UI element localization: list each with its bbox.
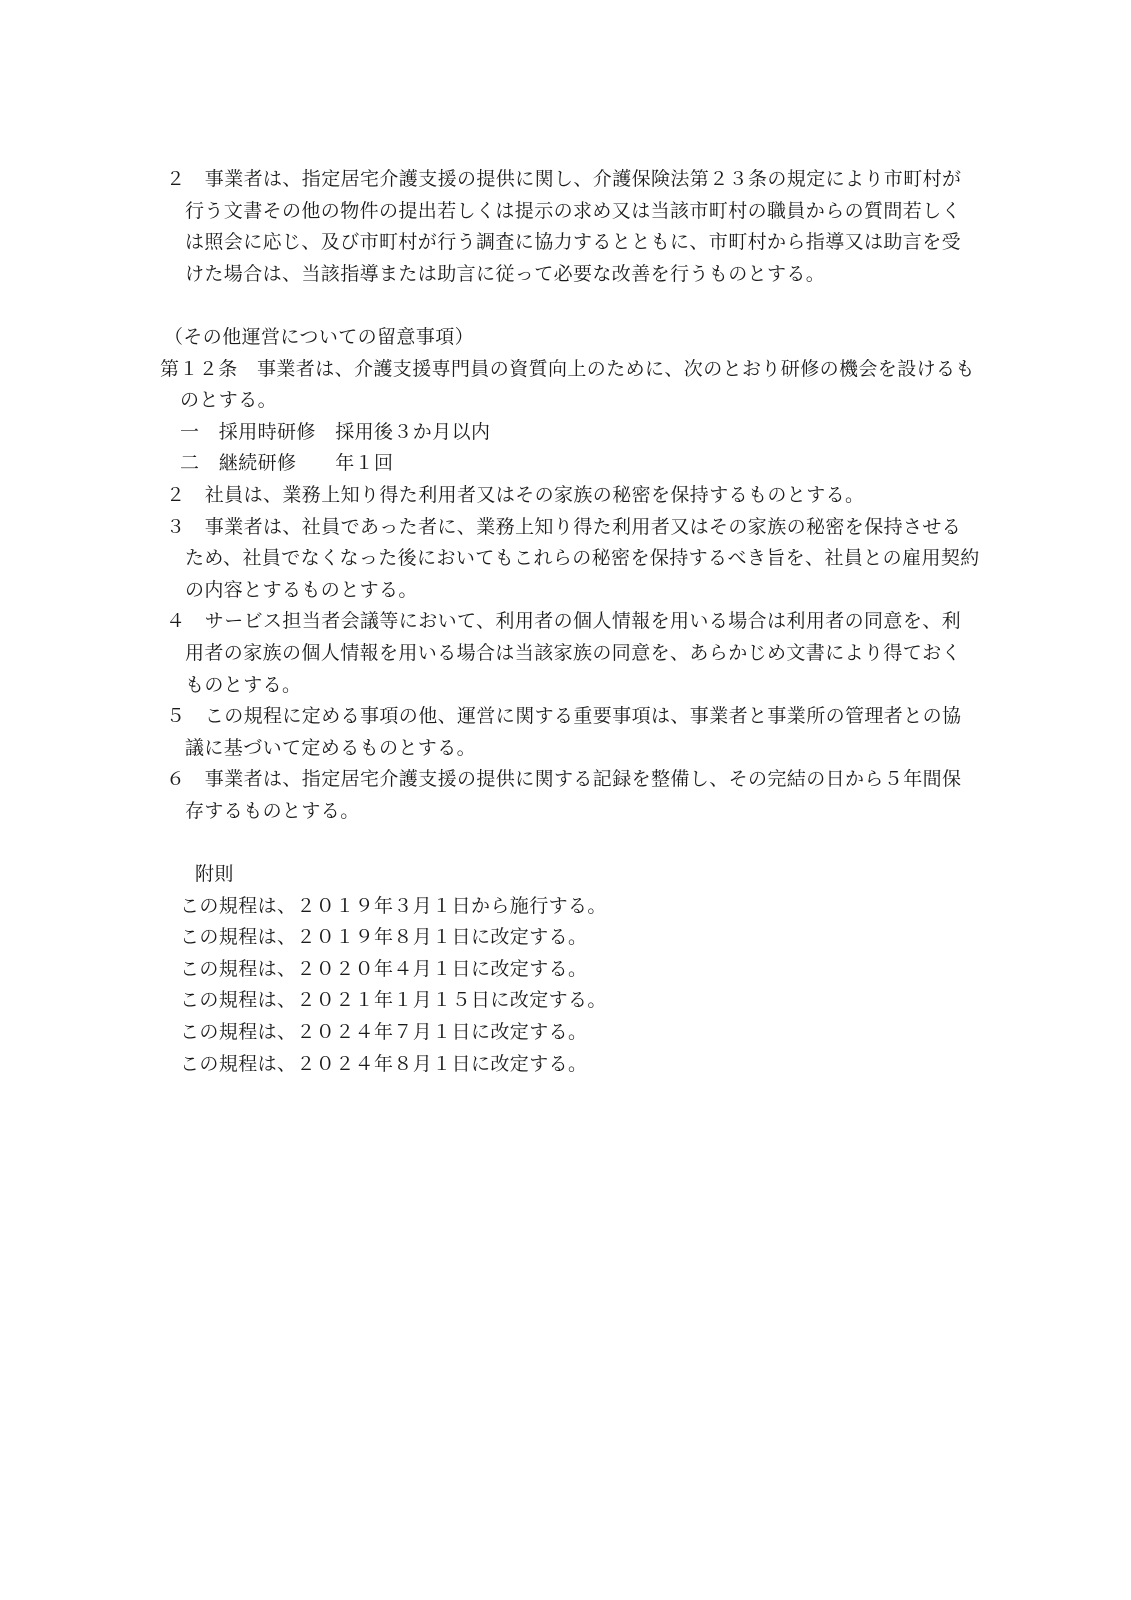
clause-6: ６ 事業者は、指定居宅介護支援の提供に関する記録を整備し、その完結の日から５年間保存するものとする。 bbox=[166, 768, 962, 822]
paragraph-2: ２ 事業者は、指定居宅介護支援の提供に関し、介護保険法第２３条の規定により市町村が行う文書その他の物件の提出若しくは提示の求め又は当該市町村の職員からの質問若しくは照会に応じ、及び市町村が行う調査に協力するとともに、市町村から指導又は助言を受けた場合は、当該指導または助言に従って必要な改善を行うものとする。 bbox=[166, 168, 962, 285]
section-heading: （その他運営についての留意事項） bbox=[164, 325, 475, 348]
revision-line: この規程は、２０１９年３月１日から施行する。 bbox=[180, 894, 607, 917]
training-item-1: 一 採用時研修 採用後３か月以内 bbox=[180, 420, 491, 443]
spacer bbox=[160, 290, 980, 322]
clause-3: ３ 事業者は、社員であった者に、業務上知り得た利用者又はその家族の秘密を保持させるため、社員でなくなった後においてもこれらの秘密を保持するべき旨を、社員との雇用契約の内容とするものとする。 bbox=[166, 515, 980, 601]
revision-line: この規程は、２０２４年８月１日に改定する。 bbox=[180, 1052, 588, 1075]
document-body bbox=[160, 164, 980, 1080]
supplementary-heading: 附則 bbox=[195, 863, 234, 886]
clause-2: ２ 社員は、業務上知り得た利用者又はその家族の秘密を保持するものとする。 bbox=[166, 483, 865, 506]
revision-line: この規程は、２０２０年４月１日に改定する。 bbox=[180, 957, 588, 980]
clause-4: ４ サービス担当者会議等において、利用者の個人情報を用いる場合は利用者の同意を、利用者の家族の個人情報を用いる場合は当該家族の同意を、あらかじめ文書により得ておくものとする。 bbox=[166, 610, 962, 696]
article-12: 第１２条 事業者は、介護支援専門員の資質向上のために、次のとおり研修の機会を設けるものとする。 bbox=[160, 357, 975, 412]
training-item-2: 二 継続研修 年１回 bbox=[180, 452, 394, 475]
revision-line: この規程は、２０２１年１月１５日に改定する。 bbox=[180, 989, 607, 1012]
clause-5: ５ この規程に定める事項の他、運営に関する重要事項は、事業者と事業所の管理者との協議に基づいて定めるものとする。 bbox=[166, 705, 962, 759]
revision-line: この規程は、２０２４年７月１日に改定する。 bbox=[180, 1021, 588, 1044]
spacer bbox=[160, 827, 980, 859]
revision-line: この規程は、２０１９年８月１日に改定する。 bbox=[180, 926, 588, 949]
